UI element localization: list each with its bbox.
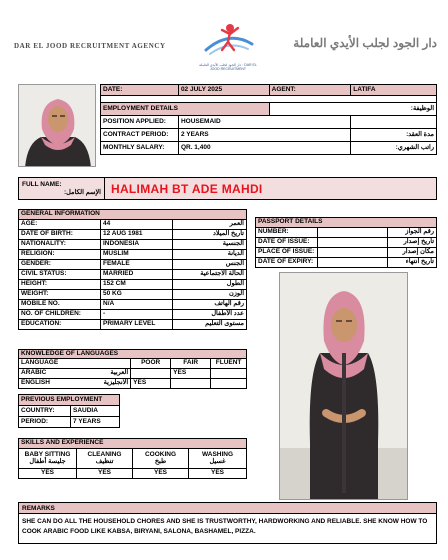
agency-name-arabic: دار الجود لجلب الأيدي العاملة — [293, 36, 437, 50]
table-row: EDUCATION: PRIMARY LEVEL مستوى التعليم — [19, 320, 247, 330]
agent-value: LATIFA — [351, 85, 437, 96]
skill-washing: WASHING غسيل — [189, 449, 247, 469]
skills-title: SKILLS AND EXPERIENCE — [19, 439, 247, 449]
table-row: MOBILE NO. N/A رقم الهاتف — [19, 300, 247, 310]
table-row: YES YES YES YES — [19, 469, 247, 479]
job-label-arabic: الوظيفة: — [269, 103, 436, 116]
table-row: CIVIL STATUS: MARRIED الحالة الاجتماعية — [19, 270, 247, 280]
employment-details-table — [100, 84, 437, 155]
skill-baby-sitting: BABY SITTING جليسة أطفال — [19, 449, 77, 469]
table-row: AGE: 44 العمر — [19, 220, 247, 230]
table-row: GENDER: FEMALE الجنس — [19, 260, 247, 270]
candidate-photo-small — [18, 84, 96, 167]
table-row: ENGLISH الانجليزية YES — [19, 379, 247, 389]
skills-table — [18, 438, 247, 479]
languages-title: KNOWLEDGE OF LANGUAGES — [19, 350, 247, 359]
remarks-title: REMARKS — [18, 502, 437, 514]
full-name-value: HALIMAH BT ADE MAHDI — [111, 182, 263, 196]
table-row: WEIGHT: 50 KG الوزن — [19, 290, 247, 300]
table-row: COUNTRY: SAUDIA — [19, 406, 120, 417]
table-row: NATIONALITY: INDONESIA الجنسية — [19, 240, 247, 250]
logo-caption: دار الجود لجلب الأيدي العاملة · DAR EL JOOD RECRUITMENT — [199, 63, 257, 71]
position-label: POSITION APPLIED: — [101, 116, 179, 129]
table-row: DATE OF ISSUE: تاريخ إصدار — [256, 238, 437, 248]
full-name-label-arabic: الإسم الكامل: — [63, 189, 101, 196]
table-row: NO. OF CHILDREN: - عدد الأطفال — [19, 310, 247, 320]
table-row: PLACE OF ISSUE: مكان إصدار — [256, 248, 437, 258]
general-information-title: GENERAL INFORMATION — [19, 210, 247, 220]
monthly-salary-label: MONTHLY SALARY: — [101, 142, 179, 155]
remarks-text: SHE CAN DO ALL THE HOUSEHOLD CHORES AND SHE IS TRUSTWORTHY, HARDWORKING AND RELIABLE. SHE KNOW HOW TO COOK ARABIC FOOD LIKE KABSA, BIRYANI, SALONA, BASHAMEL, PIZZA. — [18, 514, 437, 544]
table-row: DATE OF EXPIRY: تاريخ انتهاء — [256, 258, 437, 268]
period-label-arabic: مدة العقد: — [351, 129, 437, 142]
date-label: DATE: — [101, 85, 179, 96]
agent-label: AGENT: — [269, 85, 351, 96]
contract-period-value: 2 YEARS — [178, 129, 350, 142]
monthly-salary-value: QR. 1,400 — [178, 142, 350, 155]
full-name-label: FULL NAME: — [22, 181, 62, 188]
table-row: ARABIC العربية YES — [19, 369, 247, 379]
table-row: RELIGION: MUSLIM الديانة — [19, 250, 247, 260]
table-row: PERIOD: 7 YEARS — [19, 417, 120, 428]
skill-cleaning: CLEANING تنظيف — [77, 449, 133, 469]
previous-employment-title: PREVIOUS EMPLOYMENT — [19, 395, 120, 406]
agency-logo-icon — [200, 16, 258, 66]
date-value: 02 JULY 2025 — [178, 85, 269, 96]
contract-period-label: CONTRACT PERIOD: — [101, 129, 179, 142]
employment-details-title: EMPLOYMENT DETAILS — [101, 103, 270, 116]
person-full-body-icon — [280, 273, 408, 500]
position-value: HOUSEMAID — [178, 116, 350, 129]
candidate-photo-full-body — [279, 272, 408, 500]
person-portrait-icon — [19, 85, 96, 167]
table-row: DATE OF BIRTH: 12 AUG 1981 تاريخ الميلاد — [19, 230, 247, 240]
previous-employment-table — [18, 394, 120, 428]
languages-table: KNOWLEDGE OF LANGUAGES LANGUAGE POOR FAIR FLUENT ARABIC العربية YES ENGLISH الانجليزية YES — [18, 349, 247, 389]
salary-label-arabic: راتب الشهري: — [351, 142, 437, 155]
table-row: NUMBER: رقم الجواز — [256, 228, 437, 238]
table-row: HEIGHT: 152 CM الطول — [19, 280, 247, 290]
agency-name-english: DAR EL JOOD RECRUITMENT AGENCY — [14, 42, 166, 50]
skill-cooking: COOKING طبخ — [133, 449, 189, 469]
passport-details-table — [255, 217, 437, 268]
full-name-box — [18, 177, 437, 200]
general-information-table — [18, 209, 247, 330]
passport-details-title: PASSPORT DETAILS — [256, 218, 437, 228]
